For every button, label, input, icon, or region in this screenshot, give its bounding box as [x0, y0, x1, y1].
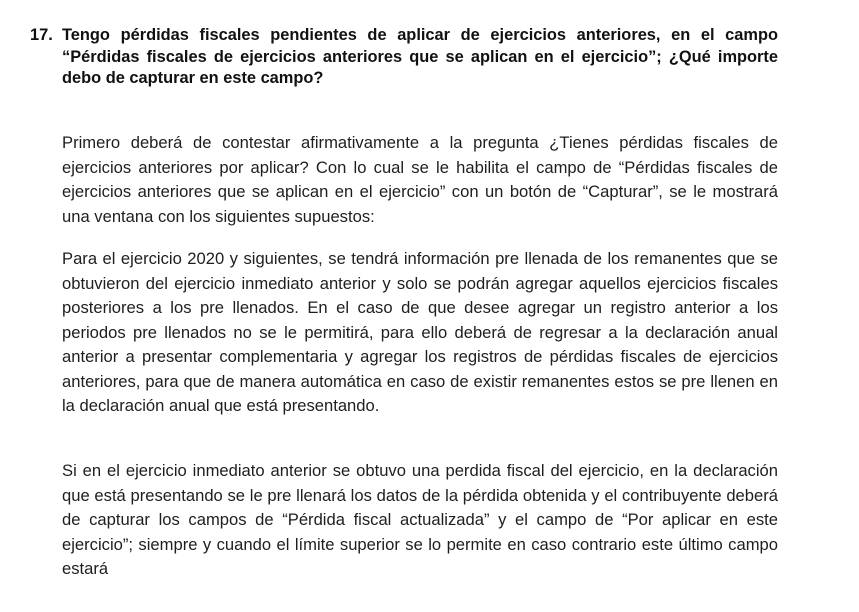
answer-paragraph-2: Para el ejercicio 2020 y siguientes, se tendrá información pre llenada de los remanentes que se obtuvieron del ejercicio inmediato anterior y solo se podrán agregar aquellos ejercicios fiscales posteriores a los pre llenados. En el caso de que desee agregar un registro anterior a los periodos pre llenados no se le permitirá, para ello deberá de regresar a la declaración anual anterior a presentar complementaria y agregar los registros de pérdidas fiscales de ejercicios anteriores, para que de manera automática en caso de existir remanentes estos se pre llenen en la declaración anual que está presentando. [62, 249, 778, 415]
question-text: Tengo pérdidas fiscales pendientes de aplicar de ejercicios anteriores, en el campo “Pérdidas fiscales de ejercicios anteriores que se aplican en el ejercicio”; ¿Qué importe debo de capturar en este campo? [62, 26, 778, 87]
answer-paragraph-3: Si en el ejercicio inmediato anterior se obtuvo una perdida fiscal del ejercicio, en la declaración que está presentando se le pre llenará los datos de la pérdida obtenida y el contribuyente deberá de capturar los campos de “Pérdida fiscal actualizada” y el campo de “Por aplicar en este ejercicio”; siempre y cuando el límite superior se lo permite en caso contrario este último campo estará [62, 461, 778, 578]
faq-question [30, 25, 778, 90]
answer-paragraph-1: Primero deberá de contestar afirmativamente a la pregunta ¿Tienes pérdidas fiscales de ejercicios anteriores por aplicar? Con lo cual se le habilita el campo de “Pérdidas fiscales de ejercicios anteriores que se aplican en el ejercicio” con un botón de “Capturar”, se le mostrará una ventana con los siguientes supuestos: [62, 133, 778, 226]
question-number: 17. [30, 26, 53, 44]
